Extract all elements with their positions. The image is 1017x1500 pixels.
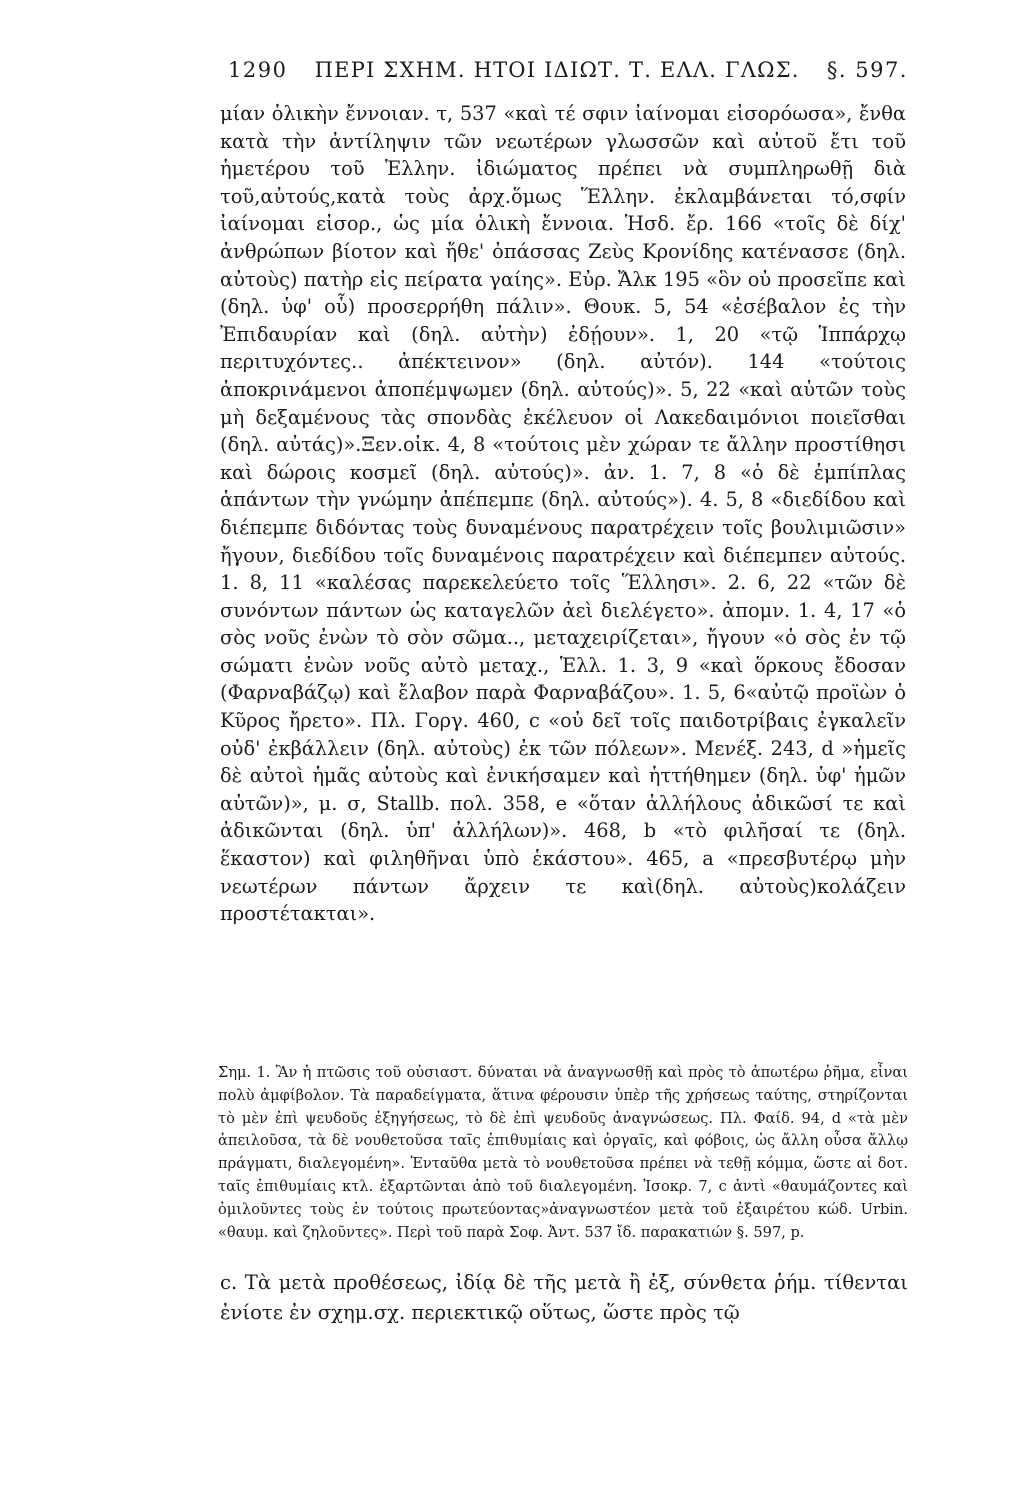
running-header — [228, 58, 908, 82]
footnote-paragraph: Σημ. 1. Ἂν ἡ πτῶσις τοῦ οὐσιαστ. δύναται νὰ ἀναγνωσθῇ καὶ πρὸς τὸ ἀπωτέρω ῥῆμα, εἶναι πολὺ ἀμφίβολον. Τὰ παραδείγματα, ἅτινα φέρουσιν ὑπὲρ τῆς χρήσεως ταύτης, στηρίζονται τὸ μὲν ἐπὶ ψευδοῦς ἐξηγήσεως, τὸ δὲ ἐπὶ ψευδοῦς ἀναγνώσεως. Πλ. Φαίδ. 94, d «τὰ μὲν ἀπειλοῦσα, τὰ δὲ νουθετοῦσα ταῖς ἐπιθυμίαις καὶ ὀργαῖς, καὶ φόβοις, ὡς ἄλλη οὖσα ἄλλῳ πράγματι, διαλεγομένη». Ἐνταῦθα μετὰ τὸ νουθετοῦσα πρέπει νὰ τεθῇ κόμμα, ὥστε αἱ δοτ. ταῖς ἐπιθυμίαις κτλ. ἐξαρτῶνται ἀπὸ τοῦ διαλεγομένη. Ἰσοκρ. 7, c ἀντὶ «θαυμάζοντες καὶ ὁμιλοῦντες τοὺς ἐν τούτοις πρωτεύοντας»ἀναγνωστέον μετὰ τοῦ ἐξαιρέτου κώδ. Urbin. «θαυμ. καὶ ζηλοῦντες». Περὶ τοῦ παρὰ Σοφ. Ἀντ. 537 ἴδ. παρακατιών §. 597, p. — [218, 1064, 908, 1241]
main-text-block — [220, 100, 906, 928]
main-paragraph: μίαν ὁλικὴν ἔννοιαν. τ, 537 «καὶ τέ σφιν ἰαίνομαι εἰσορόωσα», ἔνθα κατὰ τὴν ἀντίληψιν τῶν νεωτέρων γλωσσῶν καὶ αὐτοῦ ἔτι τοῦ ἡμετέρου τοῦ Ἑλλην. ἰδιώματος πρέπει νὰ συμπληρωθῇ διὰ τοῦ,αὐτούς,κατὰ τοὺς ἀρχ.ὅμως Ἕλλην. ἐκλαμβάνεται τό,σφίν ἰαίνομαι εἰσορ., ὡς μία ὁλικὴ ἔννοια. Ἡσδ. ἔρ. 166 «τοῖς δὲ δίχ' ἀνθρώπων βίοτον καὶ ἤθε' ὀπάσσας Ζεὺς Κρονίδης κατένασσε (δηλ. αὐτοὺς) πατὴρ εἰς πείρατα γαίης». Εὐρ. Ἄλκ 195 «ὃν οὐ προσεῖπε καὶ (δηλ. ὑφ' οὗ) προσερρήθη πάλιν». Θουκ. 5, 54 «ἐσέβαλον ἐς τὴν Ἐπιδαυρίαν καὶ (δηλ. αὐτὴν) ἐδῄουν». 1, 20 «τῷ Ἱππάρχῳ περιτυχόντες.. ἀπέκτεινον» (δηλ. αὐτόν). 144 «τούτοις ἀποκρινάμενοι ἀποπέμψωμεν (δηλ. αὐτούς)». 5, 22 «καὶ αὐτῶν τοὺς μὴ δεξαμένους τὰς σπονδὰς ἐκέλευον οἱ Λακεδαιμόνιοι ποιεῖσθαι (δηλ. αὐτάς)».Ξεν.οἰκ. 4, 8 «τούτοις μὲν χώραν τε ἄλλην προστίθησι καὶ δώροις κοσμεῖ (δηλ. αὐτούς)». ἀν. 1. 7, 8 «ὁ δὲ ἐμπίπλας ἁπάντων τὴν γνώμην ἀπέπεμπε (δηλ. αὐτούς»). 4. 5, 8 «διεδίδου καὶ διέπεμπε διδόντας τοὺς δυναμένους παρατρέχειν τοῖς βουλιμιῶσιν» ἤγουν, διεδίδου τοῖς δυναμένοις παρατρέχειν καὶ διέπεμπεν αὐτούς. 1. 8, 11 «καλέσας παρεκελεύετο τοῖς Ἕλλησι». 2. 6, 22 «τῶν δὲ συνόντων πάντων ὡς καταγελῶν ἀεὶ διελέγετο». ἀπομν. 1. 4, 17 «ὁ σὸς νοῦς ἐνὼν τὸ σὸν σῶμα.., μεταχειρίζεται», ἤγουν «ὁ σὸς ἐν τῷ σώματι ἐνὼν νοῦς αὐτὸ μεταχ., Ἑλλ. 1. 3, 9 «καὶ ὅρκους ἔδοσαν (Φαρναβάζῳ) καὶ ἔλαβον παρὰ Φαρναβάζου». 1. 5, 6«αὐτῷ προϊὼν ὁ Κῦρος ἤρετο». Πλ. Γοργ. 460, c «οὐ δεῖ τοῖς παιδοτρίβαις ἐγκαλεῖν οὐδ' ἐκβάλλειν (δηλ. αὐτοὺς) ἐκ τῶν πόλεων». Μενέξ. 243, d »ἡμεῖς δὲ αὐτοὶ ἡμᾶς αὐτοὺς καὶ ἐνικήσαμεν καὶ ἡττήθημεν (δηλ. ὑφ' ἡμῶν αὐτῶν)», μ. σ, Stallb. πολ. 358, e «ὅταν ἀλλήλους ἀδικῶσί τε καὶ ἀδικῶνται (δηλ. ὑπ' ἀλλήλων)». 468, b «τὸ φιλῆσαί τε (δηλ. ἕκαστον) καὶ φιληθῆναι ὑπὸ ἑκάστου». 465, a «πρεσβυτέρῳ μὴν νεωτέρων πάντων ἄρχειν τε καὶ(δηλ. αὐτοὺς)κολάζειν προστέτακται». — [220, 102, 906, 926]
section-c-paragraph: c. Τὰ μετὰ προθέσεως, ἰδίᾳ δὲ τῆς μετὰ ἢ ἐξ, σύνθετα ῥήμ. τίθενται ἐνίοτε ἐν σχημ.σχ. περιεκτικῷ οὕτως, ὥστε πρὸς τῷ — [220, 1271, 908, 1324]
page-number: 1290 — [228, 58, 288, 82]
running-title: ΠΕΡΙ ΣΧΗΜ. ΗΤΟΙ ΙΔΙΩΤ. Τ. ΕΛΛ. ΓΛΩΣ. — [314, 58, 800, 82]
section-c-block — [220, 1268, 908, 1328]
section-number: §. 597. — [826, 58, 908, 82]
footnote-block — [218, 1062, 908, 1244]
